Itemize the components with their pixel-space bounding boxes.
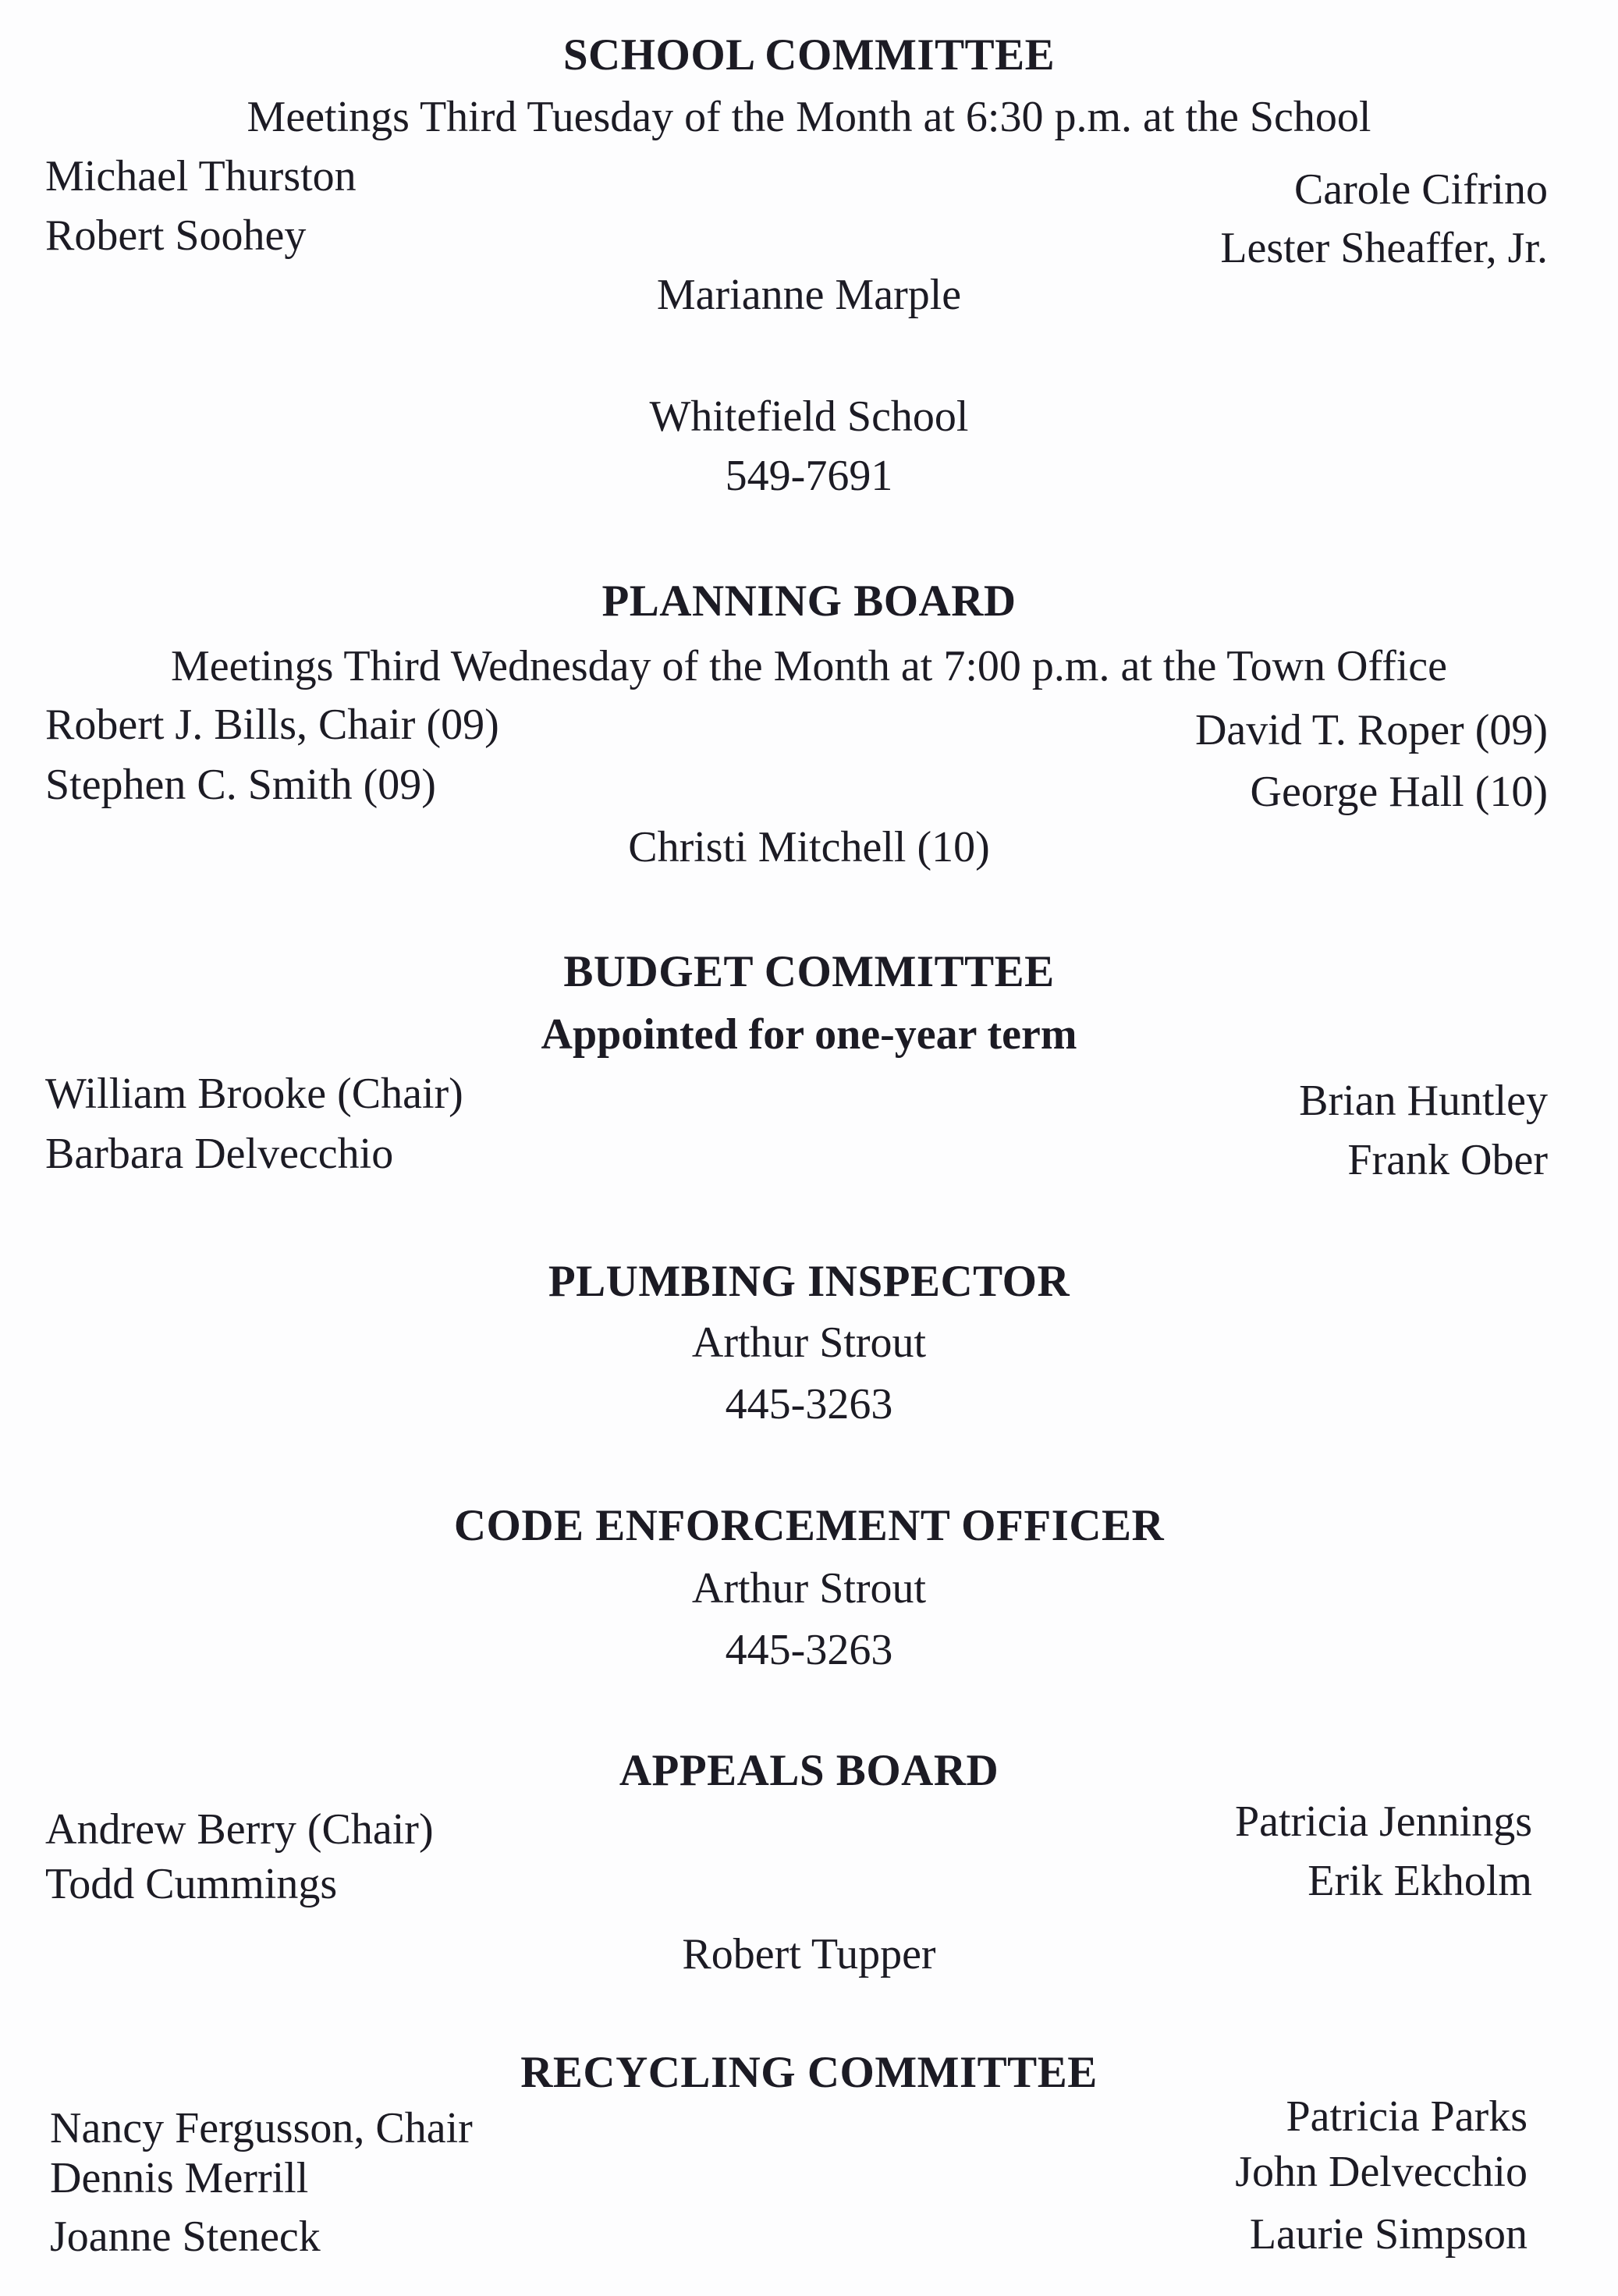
- plumbing-inspector-heading: PLUMBING INSPECTOR: [548, 1257, 1070, 1306]
- school-committee-member: Michael Thurston: [45, 152, 357, 201]
- recycling-committee-member: Nancy Fergusson, Chair: [50, 2104, 473, 2152]
- planning-board-meeting-note: Meetings Third Wednesday of the Month at 7:00 p.m. at the Town Office: [170, 642, 1448, 690]
- recycling-committee-heading: RECYCLING COMMITTEE: [520, 2048, 1098, 2097]
- budget-committee-member: Brian Huntley: [1299, 1077, 1548, 1125]
- appeals-board-member: Erik Ekholm: [1308, 1857, 1532, 1905]
- appeals-board-member: Todd Cummings: [45, 1860, 338, 1908]
- planning-board-member: Stephen C. Smith (09): [45, 761, 436, 809]
- planning-board-member: Robert J. Bills, Chair (09): [45, 701, 499, 749]
- school-committee-member: Marianne Marple: [656, 271, 962, 319]
- school-phone: 549-7691: [725, 452, 893, 500]
- planning-board-member: David T. Roper (09): [1194, 706, 1548, 754]
- school-committee-heading: SCHOOL COMMITTEE: [562, 30, 1056, 80]
- budget-committee-member: Frank Ober: [1347, 1136, 1548, 1184]
- code-enforcement-heading: CODE ENFORCEMENT OFFICER: [453, 1501, 1165, 1550]
- recycling-committee-member: Dennis Merrill: [50, 2154, 309, 2202]
- code-enforcement-phone: 445-3263: [725, 1626, 893, 1674]
- budget-committee-member: Barbara Delvecchio: [45, 1130, 394, 1178]
- budget-committee-heading: BUDGET COMMITTEE: [563, 947, 1055, 996]
- budget-committee-subtitle: Appointed for one-year term: [541, 1010, 1077, 1059]
- code-enforcement-name: Arthur Strout: [691, 1564, 927, 1613]
- school-committee-member: Robert Soohey: [45, 211, 307, 260]
- recycling-committee-member: Patricia Parks: [1286, 2092, 1528, 2141]
- recycling-committee-member: Joanne Steneck: [50, 2213, 321, 2261]
- planning-board-member: George Hall (10): [1250, 768, 1548, 816]
- budget-committee-member: William Brooke (Chair): [45, 1070, 463, 1118]
- planning-board-member: Christi Mitchell (10): [628, 823, 990, 871]
- school-committee-meeting-note: Meetings Third Tuesday of the Month at 6:30 p.m. at the School: [247, 93, 1371, 141]
- school-committee-member: Lester Sheaffer, Jr.: [1220, 224, 1548, 272]
- appeals-board-heading: APPEALS BOARD: [619, 1746, 999, 1795]
- school-committee-member: Carole Cifrino: [1293, 165, 1548, 214]
- planning-board-heading: PLANNING BOARD: [601, 577, 1017, 626]
- appeals-board-member: Andrew Berry (Chair): [45, 1805, 434, 1854]
- recycling-committee-member: Laurie Simpson: [1249, 2210, 1528, 2259]
- plumbing-inspector-phone: 445-3263: [725, 1380, 893, 1428]
- plumbing-inspector-name: Arthur Strout: [691, 1318, 927, 1367]
- appeals-board-member: Patricia Jennings: [1234, 1797, 1532, 1846]
- school-name: Whitefield School: [649, 392, 969, 441]
- recycling-committee-member: John Delvecchio: [1235, 2148, 1528, 2196]
- appeals-board-member: Robert Tupper: [682, 1930, 936, 1978]
